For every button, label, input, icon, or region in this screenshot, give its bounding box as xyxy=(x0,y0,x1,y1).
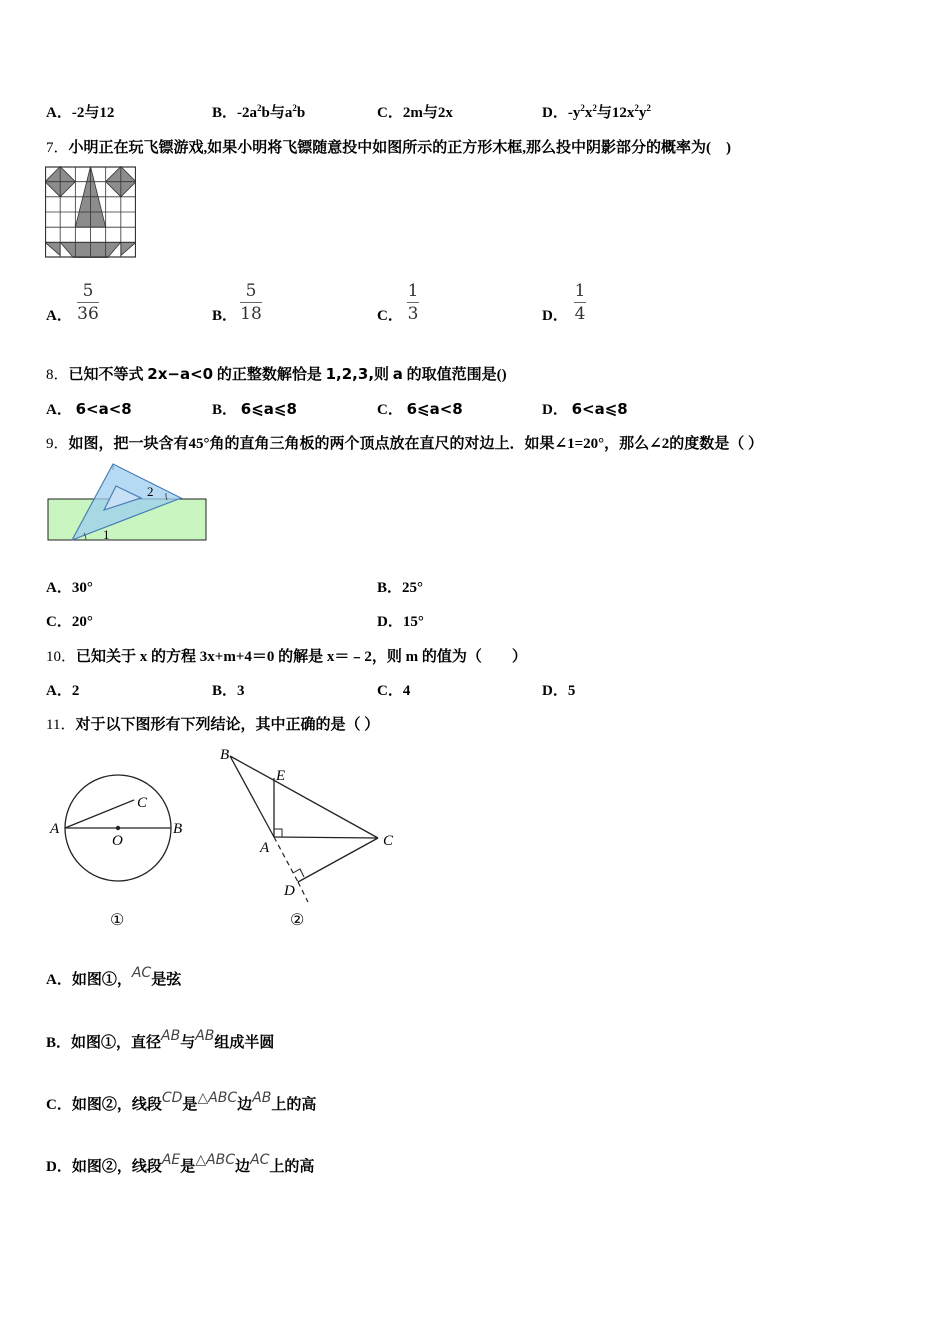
q9-stem: 9．如图，把一块含有45°角的直角三角板的两个顶点放在直尺的对边上．如果∠1=20°，那么∠2的度数是（ ） xyxy=(46,436,763,452)
q9-option-b: B．25° xyxy=(377,580,424,596)
q7-option-d-fraction: 1 4 xyxy=(574,281,586,324)
svg-text:E: E xyxy=(276,768,286,784)
q10-option-b: B．3 xyxy=(212,683,245,699)
q8-stem: 8．已知不等式 2x−a<0 的正整数解恰是 1,2,3,则 a 的取值范围是() xyxy=(46,365,507,383)
svg-text:②: ② xyxy=(290,912,305,929)
q7-option-c-label: C． xyxy=(377,308,403,324)
svg-text:B: B xyxy=(220,747,230,763)
q6-option-c: C．2m与2x xyxy=(377,105,453,121)
q7-option-d-label: D． xyxy=(542,308,568,324)
q7-option-c-fraction: 1 3 xyxy=(407,281,419,324)
q9-ruler-triangle-figure xyxy=(46,462,210,544)
svg-text:①: ① xyxy=(110,912,125,929)
svg-text:A: A xyxy=(260,840,270,856)
q7-option-b-fraction: 5 18 xyxy=(240,281,262,324)
q7-grid-figure xyxy=(45,166,136,258)
q11-option-b: B．如图①，直径AB与AB组成半圆 xyxy=(46,1028,275,1051)
q11-option-c: C．如图②，线段CD是△ABC边AB上的高 xyxy=(46,1090,317,1113)
q8-option-d: D． 6<a⩽8 xyxy=(542,400,628,418)
q7-option-a-fraction: 5 36 xyxy=(77,281,99,324)
q7-stem: 7．小明正在玩飞镖游戏,如果小明将飞镖随意投中如图所示的正方形木框,那么投中阴影部分的概率为( ) xyxy=(46,140,732,156)
q9-option-a: A．30° xyxy=(46,580,93,596)
q8-option-b: B． 6⩽a⩽8 xyxy=(212,400,297,418)
svg-text:B: B xyxy=(173,821,183,837)
q6-option-a: A．-2与12 xyxy=(46,105,115,121)
q8-option-a: A． 6<a<8 xyxy=(46,400,132,418)
svg-text:C: C xyxy=(383,833,394,849)
q10-option-c: C．4 xyxy=(377,683,411,699)
q11-option-a: A．如图①，AC是弦 xyxy=(46,965,182,988)
grid-shade-corner-left xyxy=(45,242,60,255)
q11-option-d: D．如图②，线段AE是△ABC边AC上的高 xyxy=(46,1152,315,1175)
q8-option-c: C． 6⩽a<8 xyxy=(377,400,463,418)
q10-stem: 10．已知关于 x 的方程 3x+m+4＝0 的解是 x＝﹣2，则 m 的值为（ ） xyxy=(46,649,527,665)
q7-option-b-label: B． xyxy=(212,308,238,324)
q6-option-b: B．$-2a^2b$与$a^2b$ xyxy=(212,103,306,121)
svg-text:C: C xyxy=(137,795,148,811)
svg-text:O: O xyxy=(112,833,123,849)
q6-option-d: D．$-y^2x^2$与$12x^2y^2$ xyxy=(542,103,651,121)
q9-option-c: C．20° xyxy=(46,614,93,630)
svg-text:A: A xyxy=(50,821,60,837)
q11-figure-2-triangle xyxy=(220,747,394,929)
q10-option-d: D．5 xyxy=(542,683,576,699)
q9-option-d: D．15° xyxy=(377,614,424,630)
angle-1-label: 1 xyxy=(103,527,110,542)
q10-option-a: A．2 xyxy=(46,683,80,699)
q11-stem: 11．对于以下图形有下列结论，其中正确的是（ ） xyxy=(46,717,380,733)
q11-figures xyxy=(46,742,406,932)
q7-option-a-label: A． xyxy=(46,308,72,324)
svg-text:D: D xyxy=(284,883,295,899)
q11-figure-1-circle xyxy=(49,775,182,929)
grid-shade-corner-right xyxy=(121,242,136,255)
angle-2-label: 2 xyxy=(147,484,154,499)
